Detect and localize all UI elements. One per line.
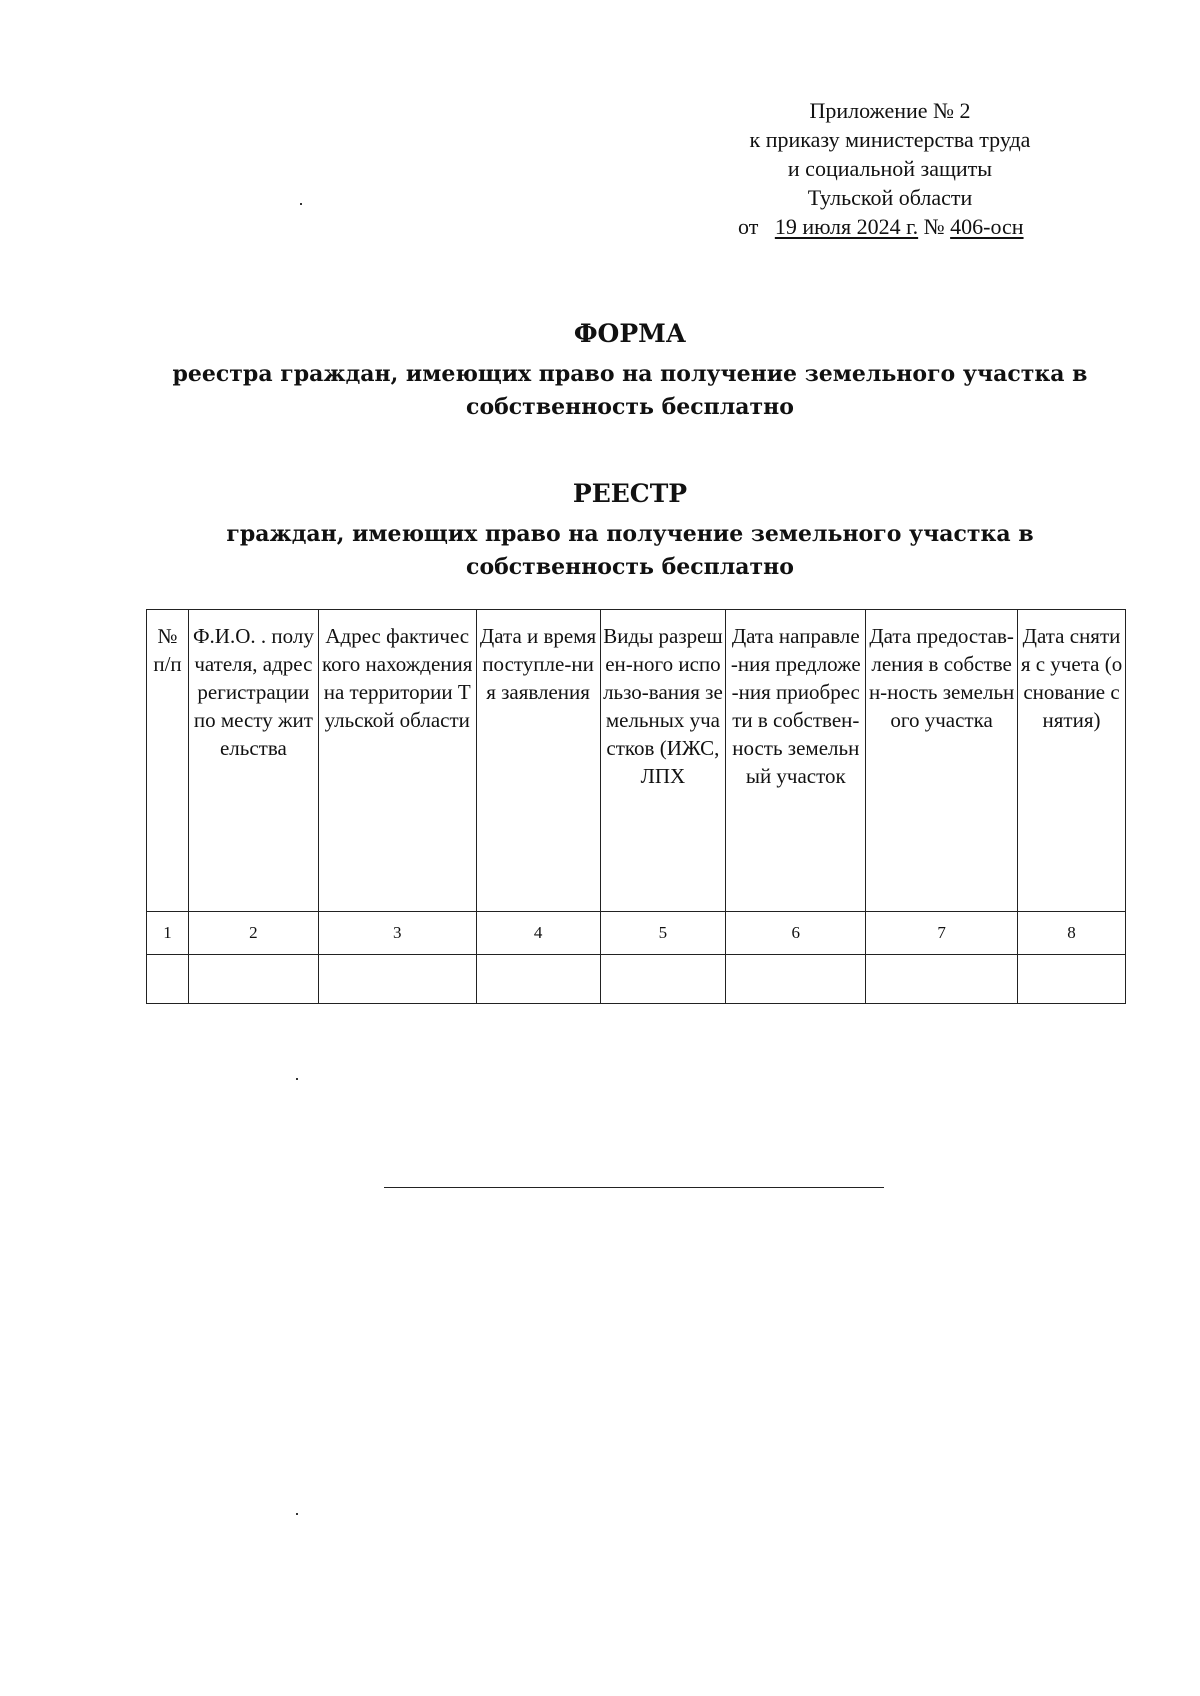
order-number: 406-осн — [950, 214, 1024, 239]
header-cell-number: № п/п — [147, 610, 189, 912]
empty-cell — [600, 955, 726, 1004]
registry-table — [146, 609, 1126, 1004]
empty-cell — [866, 955, 1018, 1004]
appendix-order-ref: к приказу министерства труда — [749, 127, 1031, 152]
column-number: 7 — [866, 912, 1018, 955]
order-date-number — [700, 212, 1080, 241]
scan-speck — [296, 1513, 298, 1515]
empty-cell — [726, 955, 866, 1004]
table-empty-row — [147, 955, 1126, 1004]
column-number: 4 — [476, 912, 600, 955]
scan-speck — [296, 1078, 298, 1080]
header-cell-application-date: Дата и время поступле-ния заявления — [476, 610, 600, 912]
empty-cell — [147, 955, 189, 1004]
appendix-region: Тульской области — [807, 185, 973, 210]
appendix-number: Приложение № 2 — [809, 98, 971, 123]
order-date: 19 июля 2024 г. — [774, 214, 919, 239]
header-cell-offer-date: Дата направле-ния предложе-ния приобрести в собствен-ность земельный участок — [726, 610, 866, 912]
empty-cell — [188, 955, 318, 1004]
appendix-header — [700, 96, 1080, 241]
empty-cell — [318, 955, 476, 1004]
column-number: 3 — [318, 912, 476, 955]
form-title-block — [130, 318, 1130, 424]
empty-cell — [476, 955, 600, 1004]
column-number: 2 — [188, 912, 318, 955]
column-number: 8 — [1018, 912, 1126, 955]
registry-title-block — [130, 478, 1130, 584]
form-subtitle: реестра граждан, имеющих право на получение земельного участка в собственность бесплатно — [172, 361, 1088, 420]
order-number-sign: № — [923, 214, 945, 239]
header-cell-provision-date: Дата предостав-ления в собствен-ность земельного участка — [866, 610, 1018, 912]
column-number: 1 — [147, 912, 189, 955]
scan-speck — [300, 203, 302, 205]
appendix-ministry: и социальной защиты — [787, 156, 993, 181]
registry-title: РЕЕСТР — [572, 479, 688, 508]
header-cell-removal-date: Дата снятия с учета (основание снятия) — [1018, 610, 1126, 912]
header-cell-address: Адрес фактического нахождения на территории Тульской области — [318, 610, 476, 912]
order-from-label: от — [738, 214, 759, 239]
table-header-row — [147, 610, 1126, 912]
column-number: 5 — [600, 912, 726, 955]
registry-subtitle: граждан, имеющих право на получение земельного участка в собственность бесплатно — [226, 521, 1034, 580]
form-title: ФОРМА — [573, 319, 687, 348]
table-number-row — [147, 912, 1126, 955]
closing-rule — [384, 1187, 884, 1188]
column-number: 6 — [726, 912, 866, 955]
empty-cell — [1018, 955, 1126, 1004]
header-cell-land-use: Виды разрешен-ного использо-вания земельных участков (ИЖС, ЛПХ — [600, 610, 726, 912]
header-cell-name: Ф.И.О. . получателя, адрес регистрации по месту жительства — [188, 610, 318, 912]
